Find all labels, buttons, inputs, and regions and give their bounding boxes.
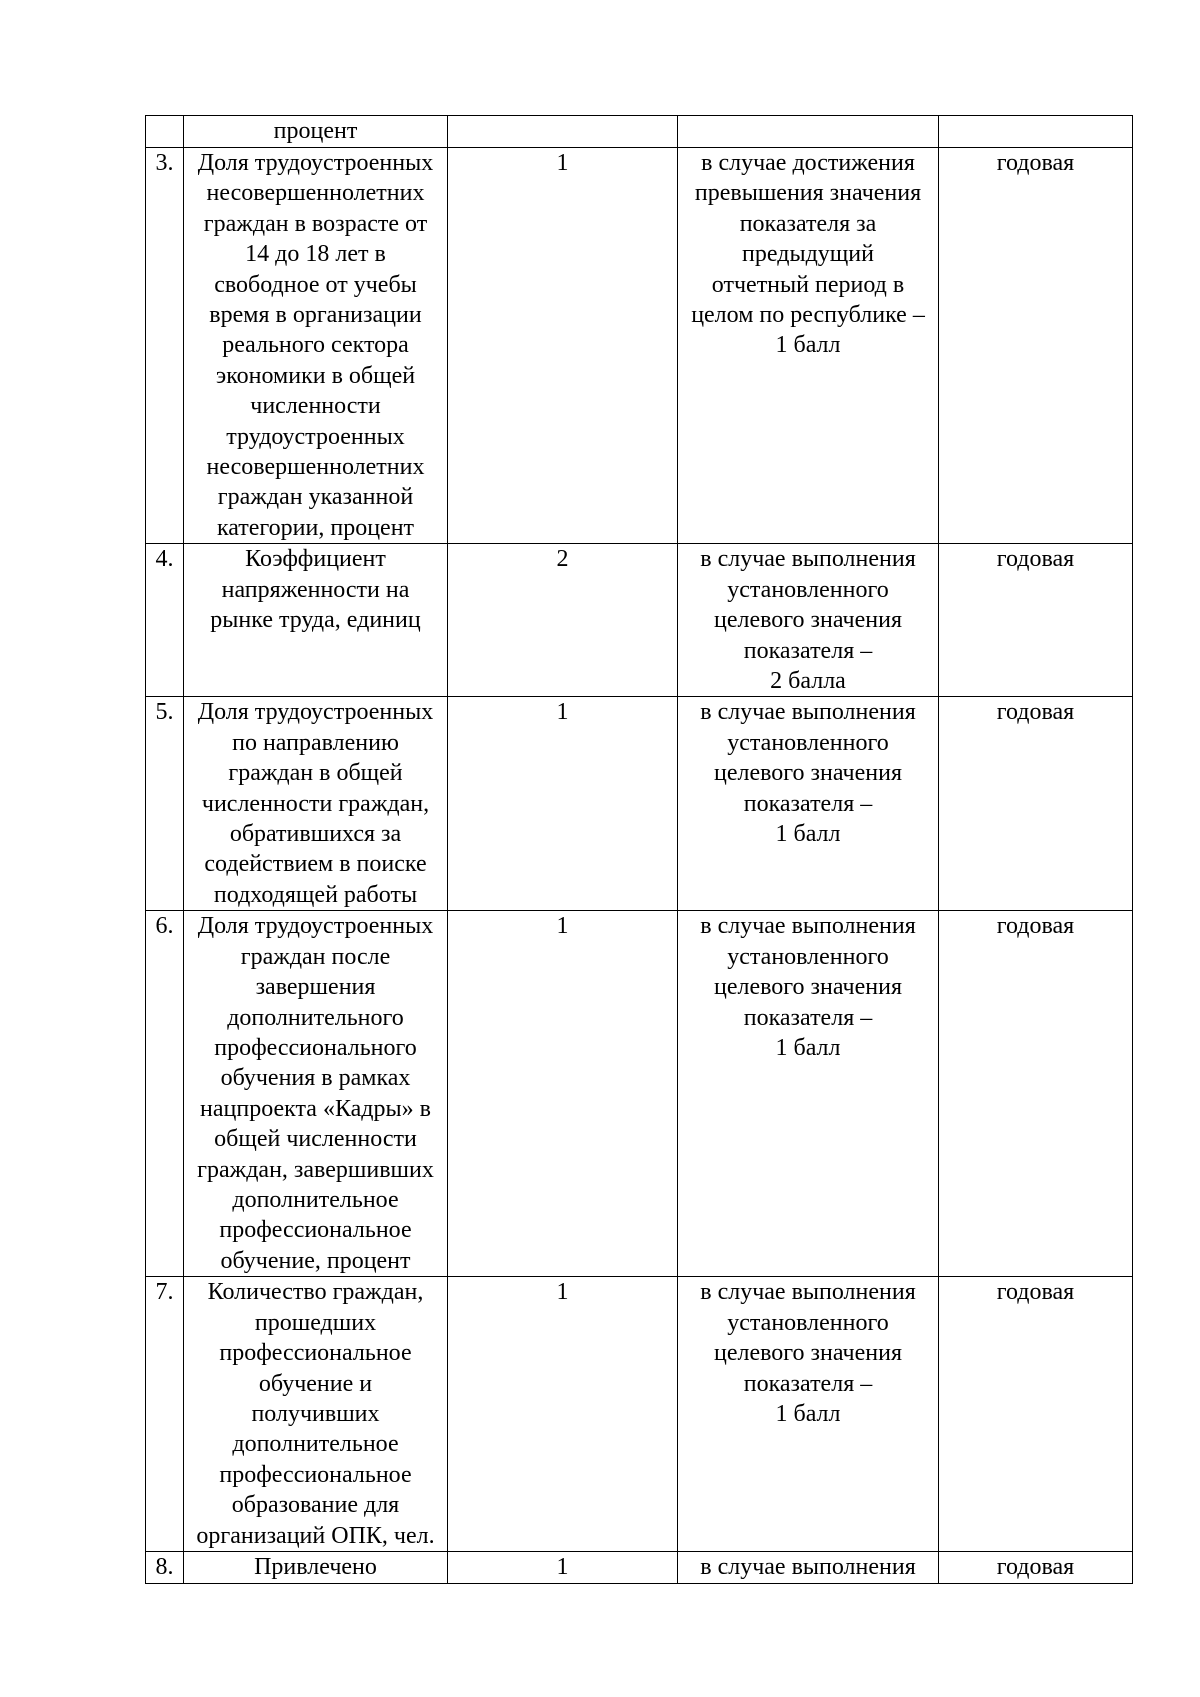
score-condition: в случае выполнения установленного целевого значения показателя – 1 балл (678, 1277, 939, 1552)
row-number (146, 116, 184, 148)
score-condition: в случае выполнения (678, 1552, 939, 1584)
row-number: 7. (146, 1277, 184, 1552)
score-value: 1 (448, 697, 678, 911)
row-number: 3. (146, 148, 184, 544)
table-row (146, 116, 1133, 148)
score-condition: в случае выполнения установленного целевого значения показателя – 1 балл (678, 697, 939, 911)
score-condition (678, 116, 939, 148)
indicator-name: Доля трудоустроенных граждан после завершения дополнительного профессионального обучения в рамках нацпроекта «Кадры» в общей численности граждан, завершивших дополнительное профессиональное обучение, процент (184, 911, 448, 1277)
row-number: 8. (146, 1552, 184, 1584)
reporting-period (939, 116, 1133, 148)
reporting-period: годовая (939, 148, 1133, 544)
reporting-period: годовая (939, 697, 1133, 911)
score-condition: в случае выполнения установленного целевого значения показателя – 1 балл (678, 911, 939, 1277)
indicator-name: Привлечено (184, 1552, 448, 1584)
indicators-table (145, 115, 1133, 1584)
score-value: 1 (448, 148, 678, 544)
score-value: 2 (448, 544, 678, 697)
row-number: 4. (146, 544, 184, 697)
indicator-name: Доля трудоустроенных несовершеннолетних граждан в возрасте от 14 до 18 лет в свободное от учебы время в организации реального сектора экономики в общей численности трудоустроенных несовершеннолетних граждан указанной категории, процент (184, 148, 448, 544)
table-row (146, 148, 1133, 544)
score-value: 1 (448, 911, 678, 1277)
table-row (146, 1277, 1133, 1552)
row-number: 6. (146, 911, 184, 1277)
table-row (146, 544, 1133, 697)
score-condition: в случае достижения превышения значения показателя за предыдущий отчетный период в целом по республике – 1 балл (678, 148, 939, 544)
reporting-period: годовая (939, 911, 1133, 1277)
indicator-name: Коэффициент напряженности на рынке труда, единиц (184, 544, 448, 697)
score-value: 1 (448, 1552, 678, 1584)
table-row (146, 1552, 1133, 1584)
score-value: 1 (448, 1277, 678, 1552)
row-number: 5. (146, 697, 184, 911)
indicator-name: Количество граждан, прошедших профессиональное обучение и получивших дополнительное профессиональное образование для организаций ОПК, чел. (184, 1277, 448, 1552)
reporting-period: годовая (939, 1552, 1133, 1584)
reporting-period: годовая (939, 1277, 1133, 1552)
reporting-period: годовая (939, 544, 1133, 697)
table-row (146, 697, 1133, 911)
score-value (448, 116, 678, 148)
indicator-name: процент (184, 116, 448, 148)
table-row (146, 911, 1133, 1277)
indicator-name: Доля трудоустроенных по направлению граждан в общей численности граждан, обратившихся за содействием в поиске подходящей работы (184, 697, 448, 911)
score-condition: в случае выполнения установленного целевого значения показателя – 2 балла (678, 544, 939, 697)
